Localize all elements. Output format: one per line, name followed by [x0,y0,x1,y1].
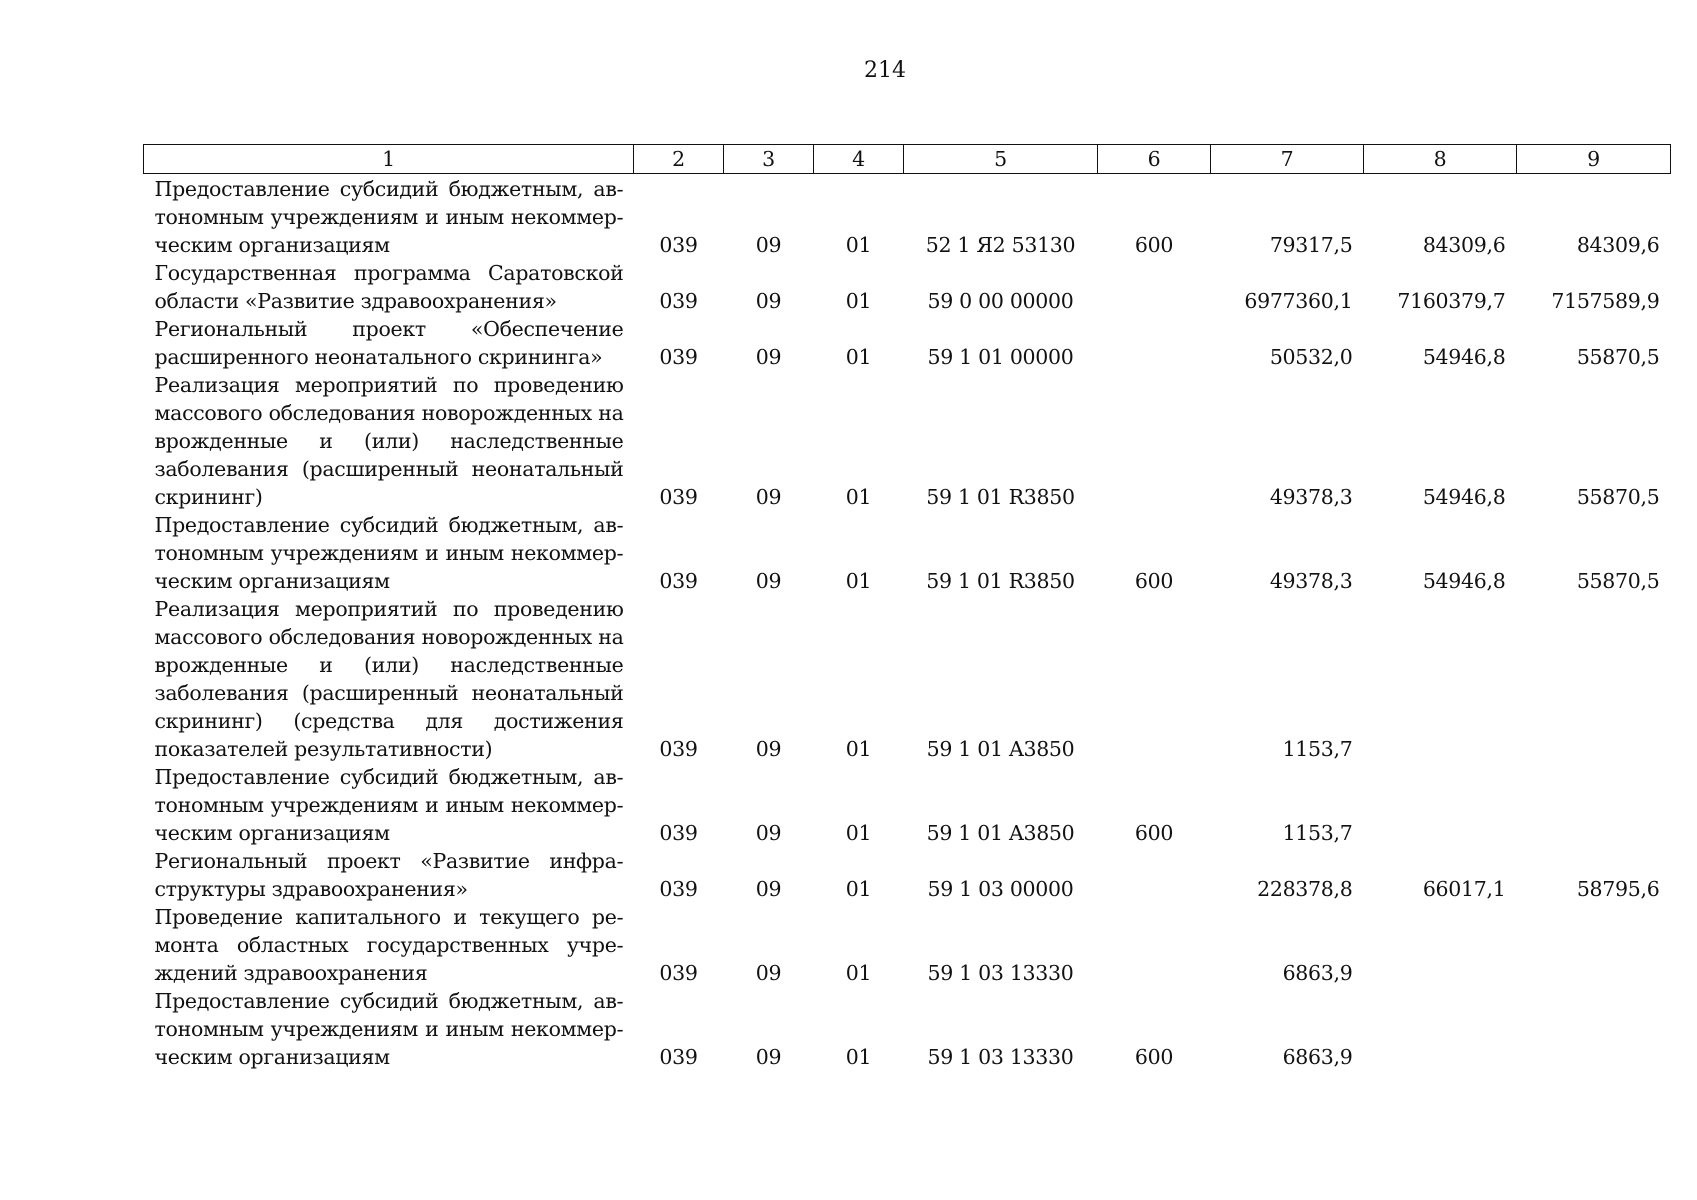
target-article-code: 59 1 01 R3850 [926,569,1075,593]
subsection-code: 01 [845,289,872,313]
amount-year-3: 7157589,9 [1551,289,1660,313]
expense-type-code: 600 [1134,1045,1174,1069]
expense-type-code: 600 [1134,233,1174,257]
amount-year-3: 55870,5 [1576,569,1660,593]
col-header-5: 5 [904,145,1098,174]
expense-type-code [1098,903,1211,987]
row-description: Проведение капитального и текущего ремонта областных государственных учреждений здравоохранения [154,905,624,985]
ministry-code: 039 [659,877,698,901]
row-description: Предоставление субсидий бюджетным, автономным учреждениям и иным некоммерческим организациям [154,989,624,1069]
amount-year-2: 66017,1 [1422,877,1506,901]
target-article-code: 59 1 01 A3850 [926,737,1075,761]
ministry-code: 039 [659,569,698,593]
expense-type-code: 600 [1134,569,1174,593]
subsection-code: 01 [845,233,872,257]
ministry-code: 039 [659,233,698,257]
amount-year-3: 55870,5 [1576,485,1660,509]
table-row [144,595,1671,763]
row-description: Реализация мероприятий по проведению массового обследования новорожденных на врожденные и (или) наследственные заболевания (расширенный неонатальный скрининг) [154,373,624,509]
amount-year-3: 58795,6 [1576,877,1660,901]
section-code: 09 [755,821,782,845]
col-header-1: 1 [144,145,634,174]
amount-year-1: 6863,9 [1282,1045,1353,1069]
section-code: 09 [755,1045,782,1069]
expense-type-code [1098,371,1211,511]
row-description: Реализация мероприятий по проведению массового обследования новорожденных на врожденные и (или) наследственные заболевания (расширенный неонатальный скрининг) (средства для достижения показателей результативности) [154,597,624,761]
col-header-9: 9 [1517,145,1671,174]
target-article-code: 59 1 03 13330 [927,1045,1074,1069]
target-article-code: 59 1 03 13330 [927,961,1074,985]
table-row [144,371,1671,511]
amount-year-3 [1517,903,1671,987]
section-code: 09 [755,345,782,369]
section-code: 09 [755,569,782,593]
amount-year-1: 1153,7 [1282,821,1353,845]
section-code: 09 [755,737,782,761]
amount-year-3: 55870,5 [1576,345,1660,369]
subsection-code: 01 [845,345,872,369]
ministry-code: 039 [659,821,698,845]
budget-table [143,144,1671,1071]
section-code: 09 [755,961,782,985]
col-header-6: 6 [1098,145,1211,174]
target-article-code: 59 1 01 A3850 [926,821,1075,845]
col-header-4: 4 [814,145,904,174]
amount-year-1: 228378,8 [1257,877,1353,901]
section-code: 09 [755,233,782,257]
subsection-code: 01 [845,877,872,901]
target-article-code: 59 0 00 00000 [927,289,1074,313]
row-description: Предоставление субсидий бюджетным, автономным учреждениям и иным некоммерческим организациям [154,513,624,593]
page-number: 214 [864,58,906,83]
table-row [144,987,1671,1071]
ministry-code: 039 [659,485,698,509]
amount-year-3 [1517,987,1671,1071]
amount-year-2 [1364,595,1517,763]
amount-year-2 [1364,763,1517,847]
expense-type-code [1098,847,1211,903]
amount-year-1: 49378,3 [1269,569,1353,593]
amount-year-3 [1517,595,1671,763]
amount-year-2: 54946,8 [1422,569,1506,593]
amount-year-2: 84309,6 [1422,233,1506,257]
expense-type-code [1098,259,1211,315]
ministry-code: 039 [659,289,698,313]
ministry-code: 039 [659,345,698,369]
row-description: Государственная программа Саратовской области «Развитие здравоохранения» [154,261,624,313]
subsection-code: 01 [845,485,872,509]
table-row [144,903,1671,987]
subsection-code: 01 [845,821,872,845]
row-description: Региональный проект «Развитие инфраструктуры здравоохранения» [154,849,624,901]
amount-year-1: 50532,0 [1269,345,1353,369]
expense-type-code [1098,595,1211,763]
table-row [144,763,1671,847]
table-row [144,847,1671,903]
expense-type-code: 600 [1134,821,1174,845]
table-row [144,315,1671,371]
row-description: Предоставление субсидий бюджетным, автономным учреждениям и иным некоммерческим организациям [154,765,624,845]
amount-year-1: 79317,5 [1269,233,1353,257]
subsection-code: 01 [845,569,872,593]
table-row [144,259,1671,315]
col-header-2: 2 [634,145,724,174]
amount-year-2: 7160379,7 [1397,289,1506,313]
target-article-code: 59 1 03 00000 [927,877,1074,901]
row-description: Региональный проект «Обеспечение расширенного неонатального скрининга» [154,317,624,369]
amount-year-1: 6863,9 [1282,961,1353,985]
subsection-code: 01 [845,961,872,985]
amount-year-1: 49378,3 [1269,485,1353,509]
target-article-code: 59 1 01 00000 [927,345,1074,369]
row-description: Предоставление субсидий бюджетным, автономным учреждениям и иным некоммерческим организациям [154,177,624,257]
ministry-code: 039 [659,737,698,761]
header-row [144,145,1671,174]
amount-year-2: 54946,8 [1422,345,1506,369]
ministry-code: 039 [659,1045,698,1069]
amount-year-2: 54946,8 [1422,485,1506,509]
table-row [144,511,1671,595]
amount-year-1: 1153,7 [1282,737,1353,761]
col-header-7: 7 [1211,145,1364,174]
target-article-code: 59 1 01 R3850 [926,485,1075,509]
col-header-8: 8 [1364,145,1517,174]
amount-year-2 [1364,987,1517,1071]
target-article-code: 52 1 Я2 53130 [925,233,1076,257]
section-code: 09 [755,289,782,313]
section-code: 09 [755,485,782,509]
amount-year-3: 84309,6 [1576,233,1660,257]
expense-type-code [1098,315,1211,371]
amount-year-3 [1517,763,1671,847]
subsection-code: 01 [845,737,872,761]
table-row [144,174,1671,260]
section-code: 09 [755,877,782,901]
col-header-3: 3 [724,145,814,174]
amount-year-1: 6977360,1 [1244,289,1353,313]
amount-year-2 [1364,903,1517,987]
ministry-code: 039 [659,961,698,985]
subsection-code: 01 [845,1045,872,1069]
